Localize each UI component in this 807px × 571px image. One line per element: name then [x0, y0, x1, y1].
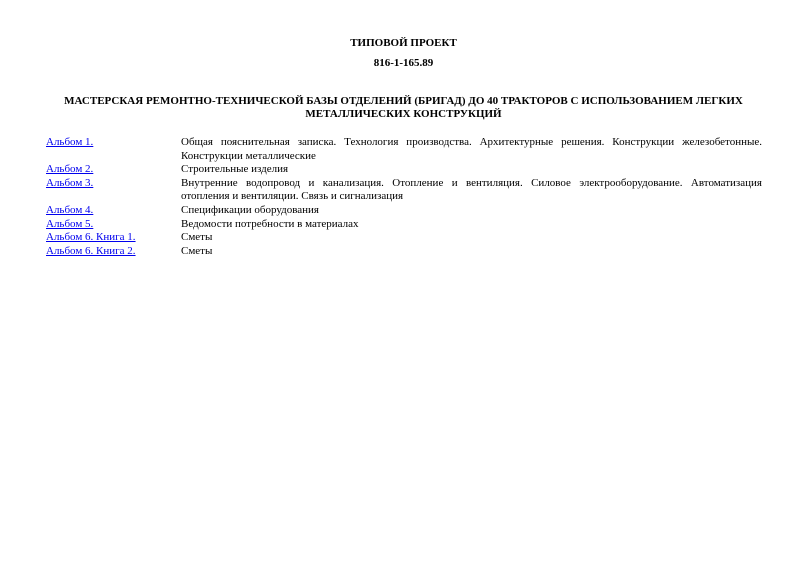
album-row — [46, 163, 762, 177]
document-title: МАСТЕРСКАЯ РЕМОНТНО-ТЕХНИЧЕСКОЙ БАЗЫ ОТДЕЛЕНИЙ (БРИГАД) ДО 40 ТРАКТОРОВ С ИСПОЛЬЗОВАНИЕМ ЛЕГКИХ МЕТАЛЛИЧЕСКИХ КОНСТРУКЦИЙ — [64, 95, 743, 120]
album-row — [46, 218, 762, 232]
album-description: Сметы — [181, 231, 213, 244]
album-description: Общая пояснительная записка. Технология производства. Архитектурные решения. Конструкции железобетонные. Конструкции металлические — [181, 136, 762, 162]
album-description: Ведомости потребности в материалах — [181, 217, 359, 230]
album-link-1[interactable]: Альбом 1. — [46, 136, 94, 148]
album-row — [46, 231, 762, 245]
album-description: Сметы — [181, 244, 213, 257]
document-type-heading: ТИПОВОЙ ПРОЕКТ — [350, 37, 457, 49]
album-link-5[interactable]: Альбом 5. — [46, 217, 94, 230]
album-row — [46, 204, 762, 218]
album-list — [46, 136, 762, 258]
document-number: 816-1-165.89 — [373, 57, 434, 69]
album-description: Спецификации оборудования — [181, 203, 319, 216]
album-link-2[interactable]: Альбом 2. — [46, 163, 94, 176]
album-description: Строительные изделия — [181, 163, 289, 176]
album-description: Внутренние водопровод и канализация. Отопление и вентиляция. Силовое электрооборудование. Автоматизация отопления и вентиляции. Связь и сигнализация — [181, 176, 762, 203]
album-link-3[interactable]: Альбом 3. — [46, 176, 94, 189]
album-link-6-book-2[interactable]: Альбом 6. Книга 2. — [46, 244, 136, 257]
album-row — [46, 177, 762, 204]
album-row — [46, 245, 762, 259]
album-row — [46, 136, 762, 163]
album-link-4[interactable]: Альбом 4. — [46, 203, 94, 216]
album-link-6-book-1[interactable]: Альбом 6. Книга 1. — [46, 231, 136, 244]
